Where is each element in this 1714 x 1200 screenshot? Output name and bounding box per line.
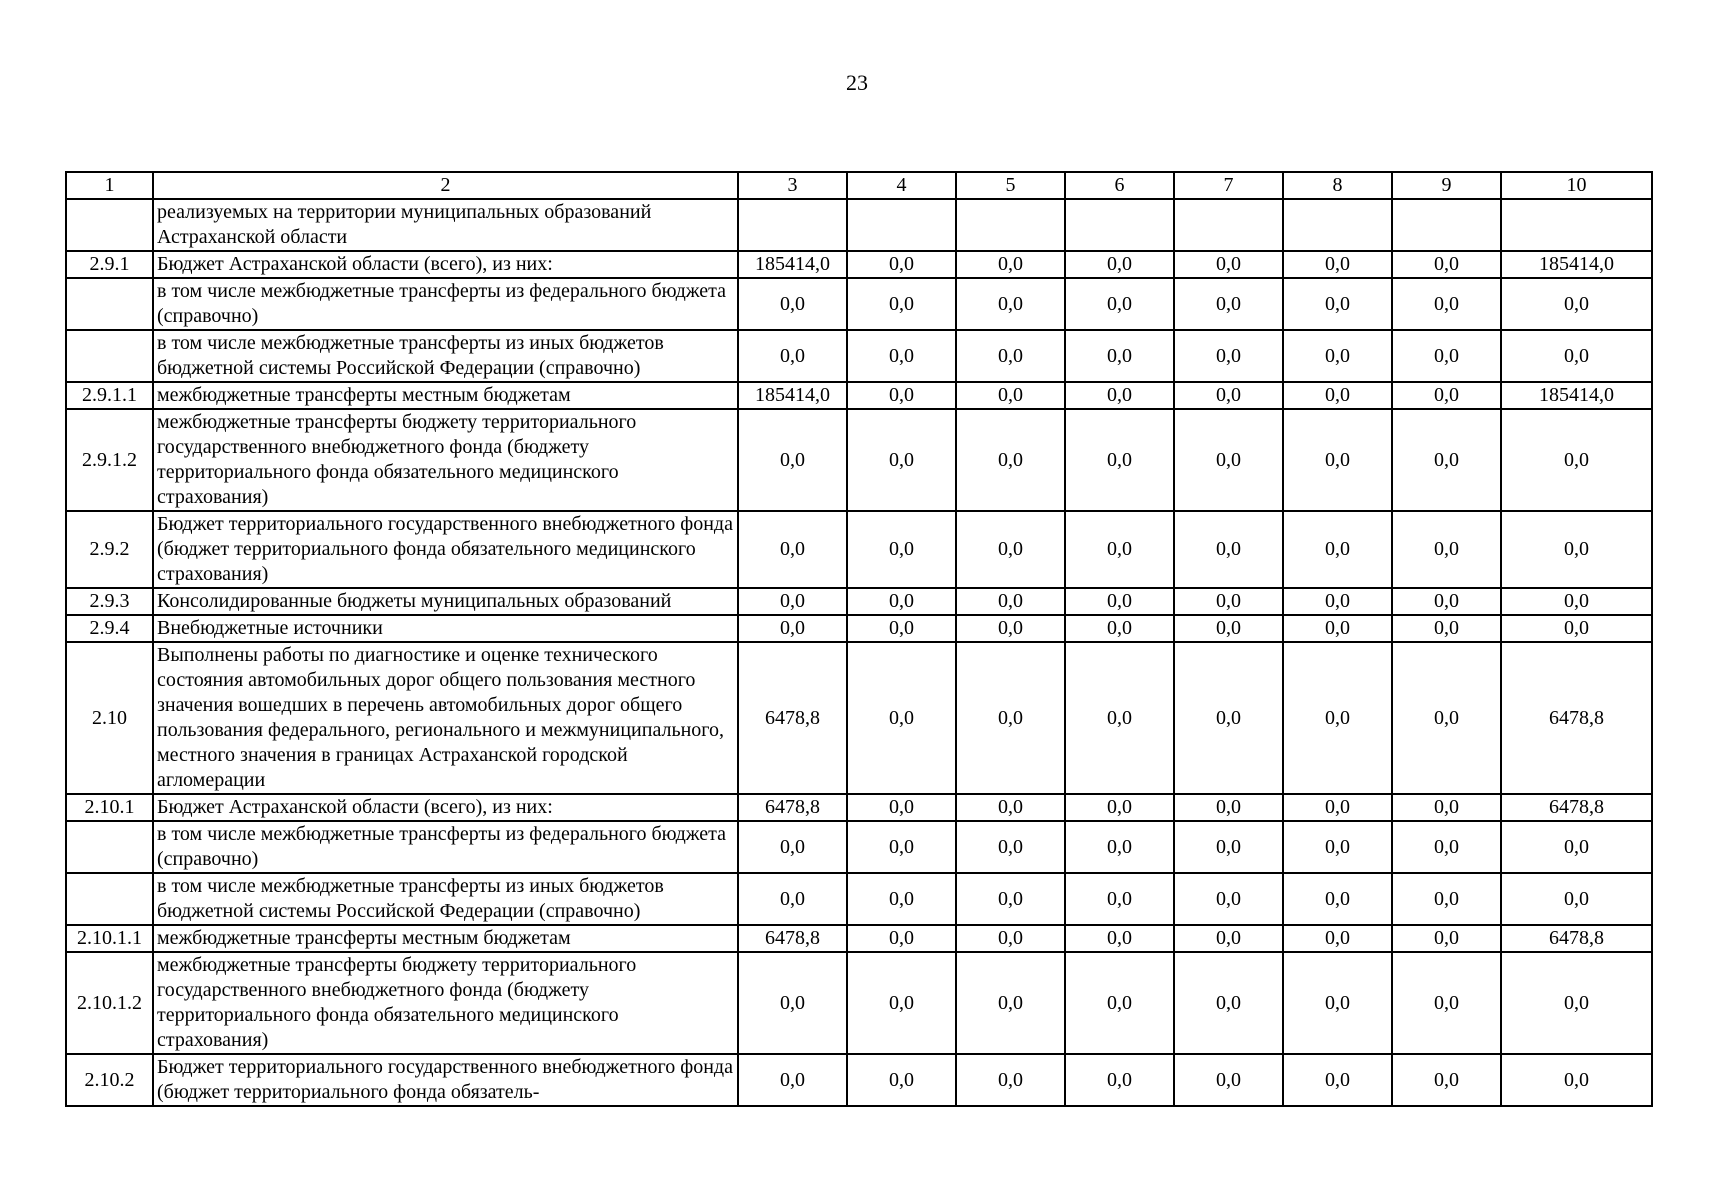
row-value: 0,0 [1501, 873, 1652, 925]
row-value: 0,0 [1065, 251, 1174, 278]
row-value: 0,0 [1283, 382, 1392, 409]
column-header: 7 [1174, 172, 1283, 199]
row-value: 185414,0 [738, 382, 847, 409]
row-value: 0,0 [1174, 251, 1283, 278]
row-value: 0,0 [1174, 511, 1283, 588]
row-value [847, 199, 956, 251]
row-value: 0,0 [1283, 821, 1392, 873]
row-value: 0,0 [1392, 382, 1501, 409]
row-value: 0,0 [847, 330, 956, 382]
row-value: 6478,8 [1501, 925, 1652, 952]
row-value: 0,0 [1283, 615, 1392, 642]
row-value: 0,0 [956, 952, 1065, 1054]
row-value: 0,0 [1501, 330, 1652, 382]
row-value: 0,0 [1501, 615, 1652, 642]
row-value: 0,0 [1392, 794, 1501, 821]
column-header: 1 [66, 172, 153, 199]
page-number: 23 [846, 70, 868, 95]
row-code: 2.9.4 [66, 615, 153, 642]
row-value: 0,0 [956, 409, 1065, 511]
row-name: межбюджетные трансферты бюджету территориального государственного внебюджетного фонда (бюджету территориального фонда обязательного медицинского страхования) [153, 952, 738, 1054]
table-body [66, 199, 1652, 1106]
table-row [66, 588, 1652, 615]
row-code: 2.10.1 [66, 794, 153, 821]
row-value: 0,0 [1065, 511, 1174, 588]
row-value: 0,0 [1392, 642, 1501, 794]
table-row [66, 925, 1652, 952]
table-row [66, 794, 1652, 821]
column-header: 4 [847, 172, 956, 199]
row-value: 0,0 [1392, 251, 1501, 278]
row-value: 185414,0 [1501, 251, 1652, 278]
table-row [66, 199, 1652, 251]
row-value: 0,0 [1065, 409, 1174, 511]
row-value: 0,0 [956, 821, 1065, 873]
row-value [1174, 199, 1283, 251]
row-name: Консолидированные бюджеты муниципальных образований [153, 588, 738, 615]
row-value [738, 199, 847, 251]
column-header: 5 [956, 172, 1065, 199]
table-row [66, 251, 1652, 278]
row-value: 0,0 [847, 1054, 956, 1106]
row-value: 0,0 [847, 821, 956, 873]
row-name: Внебюджетные источники [153, 615, 738, 642]
row-value: 0,0 [847, 642, 956, 794]
row-value: 0,0 [1065, 382, 1174, 409]
row-code [66, 873, 153, 925]
row-value: 0,0 [1283, 588, 1392, 615]
row-value: 0,0 [1501, 952, 1652, 1054]
row-value: 0,0 [1501, 821, 1652, 873]
row-value: 0,0 [1392, 511, 1501, 588]
row-value: 0,0 [1283, 873, 1392, 925]
row-value: 0,0 [738, 511, 847, 588]
row-value: 0,0 [956, 1054, 1065, 1106]
table-row [66, 952, 1652, 1054]
row-value: 0,0 [738, 1054, 847, 1106]
row-value: 0,0 [1174, 409, 1283, 511]
row-value: 0,0 [1174, 588, 1283, 615]
row-value: 0,0 [1392, 409, 1501, 511]
row-value: 0,0 [1065, 1054, 1174, 1106]
row-code: 2.9.1 [66, 251, 153, 278]
table-row [66, 511, 1652, 588]
row-value: 6478,8 [738, 642, 847, 794]
row-value: 0,0 [1174, 952, 1283, 1054]
row-value: 0,0 [1065, 873, 1174, 925]
row-name: Бюджет Астраханской области (всего), из них: [153, 251, 738, 278]
table-row [66, 642, 1652, 794]
column-header: 3 [738, 172, 847, 199]
row-value: 0,0 [1174, 1054, 1283, 1106]
row-name: в том числе межбюджетные трансферты из иных бюджетов бюджетной системы Российской Федерации (справочно) [153, 873, 738, 925]
row-value: 0,0 [1283, 642, 1392, 794]
table-row [66, 615, 1652, 642]
table-header-row [66, 172, 1652, 199]
row-name: в том числе межбюджетные трансферты из федерального бюджета (справочно) [153, 278, 738, 330]
row-name: межбюджетные трансферты местным бюджетам [153, 382, 738, 409]
row-value: 0,0 [1392, 615, 1501, 642]
row-code [66, 821, 153, 873]
row-name: межбюджетные трансферты местным бюджетам [153, 925, 738, 952]
row-code: 2.9.1.2 [66, 409, 153, 511]
row-value: 0,0 [1065, 925, 1174, 952]
budget-table [65, 171, 1653, 1107]
column-header: 6 [1065, 172, 1174, 199]
row-value: 0,0 [738, 873, 847, 925]
column-header: 8 [1283, 172, 1392, 199]
row-value: 0,0 [1174, 330, 1283, 382]
row-value: 0,0 [738, 952, 847, 1054]
row-value: 0,0 [847, 278, 956, 330]
row-value: 0,0 [1283, 330, 1392, 382]
row-value: 6478,8 [1501, 642, 1652, 794]
row-value: 0,0 [847, 794, 956, 821]
row-value: 0,0 [1174, 925, 1283, 952]
row-value: 0,0 [1392, 925, 1501, 952]
row-code [66, 330, 153, 382]
row-value: 0,0 [1283, 409, 1392, 511]
row-value [956, 199, 1065, 251]
row-value: 0,0 [1392, 330, 1501, 382]
row-value: 0,0 [738, 615, 847, 642]
row-value [1501, 199, 1652, 251]
row-value: 0,0 [956, 588, 1065, 615]
row-value: 0,0 [956, 511, 1065, 588]
row-value: 0,0 [956, 251, 1065, 278]
table-row [66, 278, 1652, 330]
row-value: 0,0 [1065, 821, 1174, 873]
row-value: 0,0 [1283, 952, 1392, 1054]
row-value: 6478,8 [738, 794, 847, 821]
row-value: 0,0 [956, 382, 1065, 409]
row-name: в том числе межбюджетные трансферты из федерального бюджета (справочно) [153, 821, 738, 873]
row-value: 185414,0 [738, 251, 847, 278]
row-value: 0,0 [1501, 511, 1652, 588]
row-value: 0,0 [738, 588, 847, 615]
row-value: 6478,8 [1501, 794, 1652, 821]
row-value: 0,0 [1392, 588, 1501, 615]
row-value: 0,0 [738, 821, 847, 873]
row-value: 0,0 [1065, 588, 1174, 615]
row-code [66, 199, 153, 251]
row-value: 0,0 [1065, 952, 1174, 1054]
row-value: 0,0 [1392, 821, 1501, 873]
row-value: 0,0 [1501, 1054, 1652, 1106]
column-header: 2 [153, 172, 738, 199]
row-value: 0,0 [847, 588, 956, 615]
row-value [1392, 199, 1501, 251]
row-value: 0,0 [1174, 278, 1283, 330]
row-value [1283, 199, 1392, 251]
table-row [66, 1054, 1652, 1106]
row-value: 0,0 [1501, 278, 1652, 330]
row-code: 2.10 [66, 642, 153, 794]
row-value: 0,0 [1283, 925, 1392, 952]
row-value: 0,0 [1283, 1054, 1392, 1106]
row-value: 0,0 [847, 615, 956, 642]
row-value: 0,0 [1392, 952, 1501, 1054]
row-value: 0,0 [1065, 642, 1174, 794]
row-value: 0,0 [738, 409, 847, 511]
row-value: 0,0 [1065, 278, 1174, 330]
row-value: 0,0 [956, 278, 1065, 330]
row-value: 0,0 [1501, 588, 1652, 615]
row-code: 2.9.2 [66, 511, 153, 588]
row-value: 0,0 [1392, 1054, 1501, 1106]
row-value: 0,0 [956, 873, 1065, 925]
row-value: 0,0 [1283, 794, 1392, 821]
row-value: 0,0 [1174, 794, 1283, 821]
row-value: 0,0 [1283, 511, 1392, 588]
table-row [66, 821, 1652, 873]
row-value: 0,0 [956, 925, 1065, 952]
column-header: 9 [1392, 172, 1501, 199]
row-value: 0,0 [847, 873, 956, 925]
row-name: в том числе межбюджетные трансферты из иных бюджетов бюджетной системы Российской Федерации (справочно) [153, 330, 738, 382]
row-name: Бюджет территориального государственного внебюджетного фонда (бюджет территориального фонда обязатель- [153, 1054, 738, 1106]
row-name: реализуемых на территории муниципальных образований Астраханской области [153, 199, 738, 251]
table-row [66, 409, 1652, 511]
column-header: 10 [1501, 172, 1652, 199]
table-row [66, 330, 1652, 382]
row-value: 0,0 [956, 794, 1065, 821]
row-value: 0,0 [847, 409, 956, 511]
row-value: 0,0 [847, 251, 956, 278]
row-value: 0,0 [1174, 642, 1283, 794]
row-value: 0,0 [1392, 278, 1501, 330]
row-value [1065, 199, 1174, 251]
row-value: 0,0 [847, 511, 956, 588]
row-value: 0,0 [847, 382, 956, 409]
row-name: Выполнены работы по диагностике и оценке технического состояния автомобильных дорог общего пользования местного значения вошедших в перечень автомобильных дорог общего пользования федерального, регионального и межмуниципального, местного значения в границах Астраханской городской агломерации [153, 642, 738, 794]
row-value: 0,0 [1174, 382, 1283, 409]
row-value: 0,0 [1065, 615, 1174, 642]
row-value: 6478,8 [738, 925, 847, 952]
table-row [66, 382, 1652, 409]
row-value: 0,0 [847, 925, 956, 952]
row-value: 185414,0 [1501, 382, 1652, 409]
row-value: 0,0 [956, 615, 1065, 642]
row-code: 2.10.1.2 [66, 952, 153, 1054]
row-value: 0,0 [1283, 251, 1392, 278]
row-name: межбюджетные трансферты бюджету территориального государственного внебюджетного фонда (бюджету территориального фонда обязательного медицинского страхования) [153, 409, 738, 511]
row-code: 2.10.2 [66, 1054, 153, 1106]
row-value: 0,0 [1174, 873, 1283, 925]
row-value: 0,0 [1065, 794, 1174, 821]
row-code [66, 278, 153, 330]
row-name: Бюджет территориального государственного внебюджетного фонда (бюджет территориального фонда обязательного медицинского страхования) [153, 511, 738, 588]
row-code: 2.9.3 [66, 588, 153, 615]
row-value: 0,0 [1283, 278, 1392, 330]
row-value: 0,0 [738, 330, 847, 382]
row-value: 0,0 [956, 330, 1065, 382]
row-value: 0,0 [1501, 409, 1652, 511]
row-value: 0,0 [738, 278, 847, 330]
row-code: 2.9.1.1 [66, 382, 153, 409]
row-value: 0,0 [847, 952, 956, 1054]
row-value: 0,0 [1065, 330, 1174, 382]
row-value: 0,0 [1174, 821, 1283, 873]
row-value: 0,0 [956, 642, 1065, 794]
row-value: 0,0 [1174, 615, 1283, 642]
table-row [66, 873, 1652, 925]
row-name: Бюджет Астраханской области (всего), из них: [153, 794, 738, 821]
row-value: 0,0 [1392, 873, 1501, 925]
row-code: 2.10.1.1 [66, 925, 153, 952]
